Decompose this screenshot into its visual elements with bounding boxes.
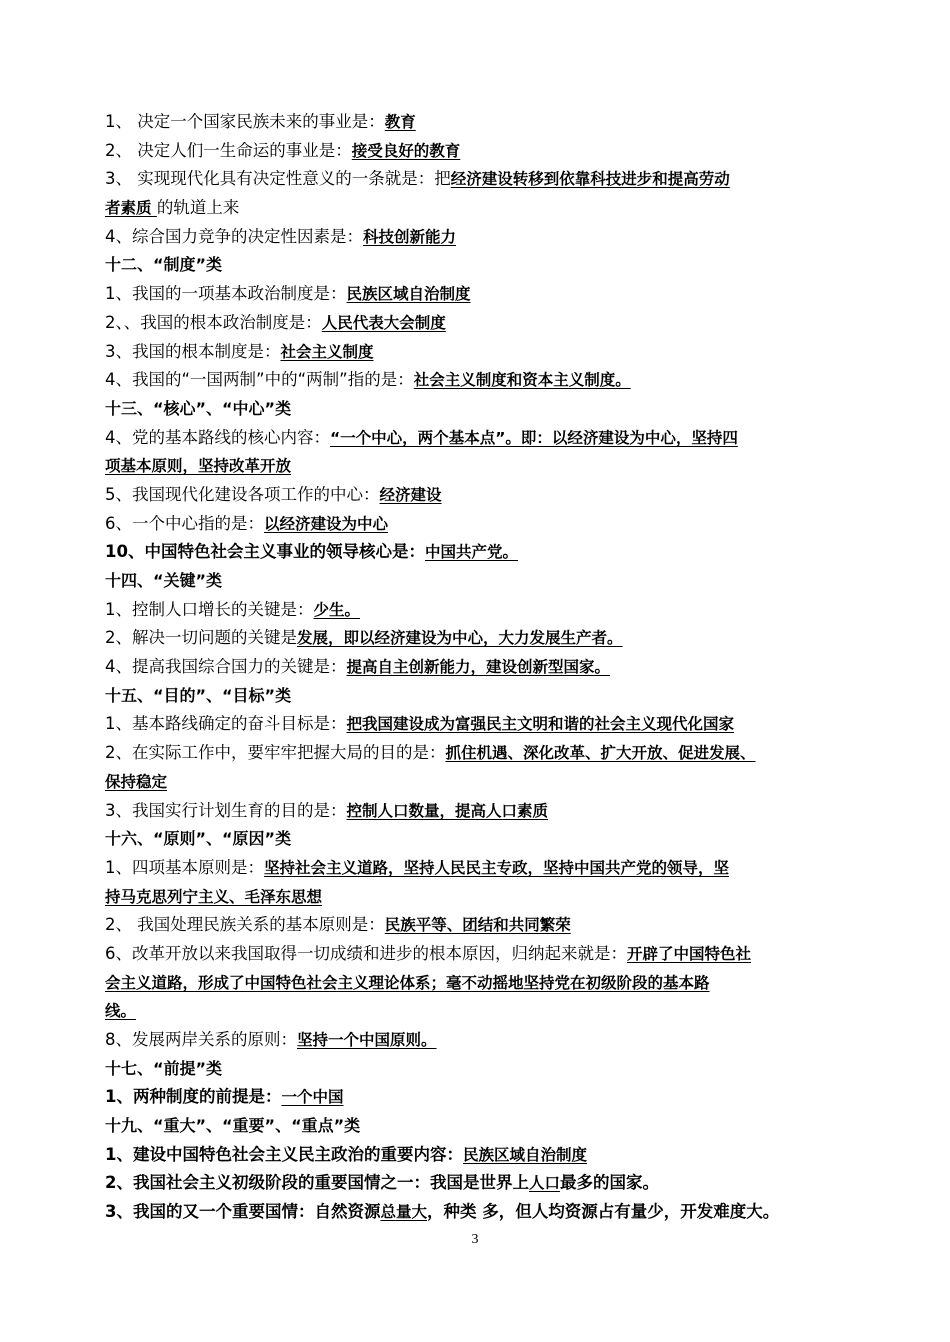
text-line — [105, 366, 850, 395]
question-text: 3、我国实行计划生育的目的是： — [105, 800, 347, 820]
trailing-text: ，种类 多，但人均资源占有量少，开发难度大。 — [427, 1202, 780, 1222]
text-line — [105, 1083, 850, 1112]
text-line — [105, 165, 850, 194]
text-line — [105, 624, 850, 653]
answer-text: 中国共产党。 — [424, 543, 518, 562]
answer-text: 持马克思列宁主义、毛泽东思想 — [105, 887, 323, 906]
answer-text: 以经济建设为中心 — [264, 514, 389, 533]
question-text: 3、我国的又一个重要国情：自然资源 — [105, 1202, 381, 1222]
section-heading: 十七、“前提”类 — [105, 1058, 223, 1078]
answer-text: 抓住机遇、深化改革、扩大开放、促进发展、 — [445, 744, 756, 763]
answer-text: 坚持一个中国原则。 — [297, 1031, 437, 1049]
question-text: 3、 实现现代化具有决定性意义的一条就是：把 — [105, 169, 451, 189]
question-text: 3、我国的根本制度是： — [105, 341, 281, 361]
section-heading: 十九、“重大”、“重要”、“重点”类 — [105, 1116, 361, 1136]
answer-text: 教育 — [384, 113, 416, 131]
text-line — [105, 137, 850, 166]
answer-text: 接受良好的教育 — [351, 141, 461, 160]
answer-text: 项基本原则，坚持改革开放 — [105, 457, 292, 476]
answer-text: 总量大 — [380, 1203, 427, 1222]
section-heading: 十四、“关键”类 — [105, 571, 223, 590]
answer-text: 提高自主创新能力，建设创新型国家。 — [346, 658, 611, 677]
answer-text: 科技创新能力 — [363, 227, 457, 246]
text-line — [105, 1169, 850, 1198]
text-line — [105, 596, 850, 625]
text-line — [105, 1026, 850, 1055]
text-line — [105, 108, 850, 137]
text-line — [105, 883, 850, 912]
text-line — [105, 940, 850, 969]
section-heading: 十五、“目的”、“目标”类 — [105, 685, 292, 705]
answer-text: 少生。 — [313, 600, 361, 619]
text-line — [105, 1141, 850, 1170]
text-line — [105, 223, 850, 252]
answer-text: 人口 — [528, 1174, 560, 1193]
trailing-text: 的轨道上来 — [156, 198, 240, 218]
text-line — [105, 797, 850, 826]
text-line — [105, 424, 850, 453]
text-line — [105, 854, 850, 883]
question-text: 1、我国的一项基本政治制度是： — [105, 284, 347, 304]
text-line — [105, 911, 850, 940]
answer-text: 发展，即以经济建设为中心，大力发展生产者。 — [297, 629, 623, 648]
page-number: 3 — [471, 1232, 479, 1247]
question-text: 4、我国的“一国两制”中的“两制”指的是： — [105, 370, 414, 390]
answer-text: 社会主义制度 — [280, 342, 374, 361]
question-text: 2、在实际工作中，要牢牢把握大局的目的是： — [105, 743, 446, 763]
section-heading: 十二、“制度”类 — [105, 255, 223, 275]
text-line — [105, 710, 850, 739]
text-line — [105, 481, 850, 510]
text-line — [105, 653, 850, 682]
answer-text: 民族区域自治制度 — [462, 1145, 587, 1164]
question-text: 1、建设中国特色社会主义民主政治的重要内容： — [105, 1144, 463, 1164]
answer-text: 一个中国 — [281, 1088, 344, 1107]
question-text: 10、中国特色社会主义事业的领导核心是： — [105, 542, 425, 562]
answer-text: 控制人口数量，提高人口素质 — [346, 801, 549, 820]
question-text: 1、四项基本原则是： — [105, 857, 264, 877]
text-line — [105, 997, 850, 1026]
text-line — [105, 510, 850, 539]
answer-text: 线。 — [105, 1002, 137, 1021]
text-line — [105, 338, 850, 367]
question-text: 5、我国现代化建设各项工作的中心： — [105, 484, 380, 504]
text-line — [105, 538, 850, 567]
question-text: 6、改革开放以来我国取得一切成绩和进步的根本原因，归纳起来就是： — [105, 943, 627, 963]
question-text: 1、基本路线确定的奋斗目标是： — [105, 714, 347, 734]
answer-text: 民族平等、团结和共同繁荣 — [384, 916, 571, 935]
answer-text: 民族区域自治制度 — [346, 285, 471, 304]
answer-text: 经济建设转移到依靠科技进步和提高劳动 — [450, 170, 730, 189]
text-line — [105, 280, 850, 309]
answer-text: 保持稳定 — [105, 772, 168, 791]
question-text: 1、控制人口增长的关键是： — [105, 599, 314, 619]
question-text: 2、我国社会主义初级阶段的重要国情之一：我国是世界上 — [105, 1173, 529, 1193]
question-text: 1、 决定一个国家民族未来的事业是： — [105, 112, 385, 131]
question-text: 6、一个中心指的是： — [105, 513, 264, 533]
question-text: 2、 决定人们一生命运的事业是： — [105, 140, 352, 160]
answer-text: 人民代表大会制度 — [321, 313, 446, 332]
question-text: 2、解决一切问题的关键是 — [105, 628, 297, 648]
document-body — [105, 108, 850, 1227]
answer-text: 把我国建设成为富强民主文明和谐的社会主义现代化国家 — [346, 715, 735, 734]
question-text: 4、综合国力竞争的决定性因素是： — [105, 226, 363, 246]
answer-text: 坚持社会主义道路，坚持人民民主专政，坚持中国共产党的领导，坚 — [264, 858, 730, 877]
question-text: 2、 我国处理民族关系的基本原则是： — [105, 915, 385, 935]
text-line — [105, 768, 850, 797]
answer-text: “一个中心，两个基本点”。即：以经济建设为中心，坚持四 — [330, 428, 738, 447]
text-line — [105, 969, 850, 998]
question-text: 1、两种制度的前提是： — [105, 1087, 282, 1107]
section-heading: 十六、“原则”、“原因”类 — [105, 829, 292, 849]
text-line — [105, 194, 850, 223]
text-line — [105, 309, 850, 338]
answer-text: 经济建设 — [379, 485, 442, 504]
answer-text: 会主义道路，形成了中国特色社会主义理论体系；毫不动摇地坚持党在初级阶段的基本路 — [105, 973, 710, 992]
answer-text: 者素质 — [105, 199, 157, 218]
question-text: 8、发展两岸关系的原则： — [105, 1030, 297, 1049]
question-text: 4、党的基本路线的核心内容： — [105, 427, 330, 447]
answer-text: 开辟了中国特色社 — [627, 944, 752, 963]
question-text: 2、、我国的根本政治制度是： — [105, 312, 322, 332]
text-line — [105, 1198, 850, 1227]
trailing-text: 最多的国家。 — [560, 1173, 659, 1193]
question-text: 4、提高我国综合国力的关键是： — [105, 657, 347, 677]
answer-text: 社会主义制度和资本主义制度。 — [413, 371, 631, 390]
text-line — [105, 452, 850, 481]
text-line — [105, 739, 850, 768]
section-heading: 十三、“核心”、“中心”类 — [105, 398, 292, 418]
